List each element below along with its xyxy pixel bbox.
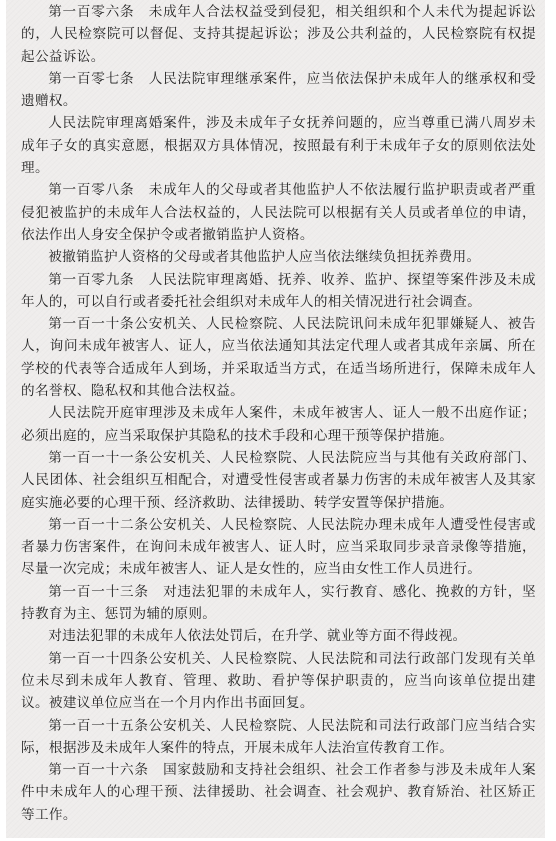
document-page: [6, 0, 545, 838]
article-107-paragraph: 第一百零七条 人民法院审理继承案件，应当依法保护未成年人的继承权和受遗赠权。: [21, 70, 536, 110]
article-114-paragraph: 第一百一十四条公安机关、人民检察院、人民法院和司法行政部门发现有关单位未尽到未成年人教育、管理、救助、看护等保护职责的，应当向该单位提出建议。被建议单位应当在一个月内作出书面回复。: [21, 650, 536, 712]
article-106-paragraph: 第一百零六条 未成年人合法权益受到侵犯，相关组织和个人未代为提起诉讼的，人民检察院可以督促、支持其提起诉讼；涉及公共利益的，人民检察院有权提起公益诉讼。: [21, 4, 536, 65]
article-108-paragraph: 第一百零八条 未成年人的父母或者其他监护人不依法履行监护职责或者严重侵犯被监护的未成年人合法权益的，人民法院可以根据有关人员或者单位的申请，依法作出人身安全保护令或者撤销监护人资格。: [21, 182, 536, 243]
article-113-nondiscrimination-paragraph: 对违法犯罪的未成年人依法处罚后，在升学、就业等方面不得歧视。: [48, 628, 467, 645]
article-110-court-paragraph: 人民法院开庭审理涉及未成年人案件，未成年被害人、证人一般不出庭作证；必须出庭的，应当采取保护其隐私的技术手段和心理干预等保护措施。: [21, 405, 536, 444]
article-111-paragraph: 第一百一十一条公安机关、人民检察院、人民法院应当与其他有关政府部门、人民团体、社会组织互相配合，对遭受性侵害或者暴力伤害的未成年被害人及其家庭实施必要的心理干预、经济救助、法律援助、转学安置等保护措施。: [21, 449, 536, 511]
article-107-divorce-paragraph: 人民法院审理离婚案件，涉及未成年子女抚养问题的，应当尊重已满八周岁未成年子女的真实意愿，根据双方具体情况，按照最有利于未成年子女的原则依法处理。: [21, 115, 536, 177]
article-116-paragraph: 第一百一十六条 国家鼓励和支持社会组织、社会工作者参与涉及未成年人案件中未成年人的心理干预、法律援助、社会调查、社会观护、教育矫治、社区矫正等工作。: [21, 762, 536, 823]
article-113-paragraph: 第一百一十三条 对违法犯罪的未成年人，实行教育、感化、挽救的方针，坚持教育为主、惩罚为辅的原则。: [21, 583, 536, 623]
article-115-paragraph: 第一百一十五条公安机关、人民检察院、人民法院和司法行政部门应当结合实际，根据涉及未成年人案件的特点，开展未成年人法治宣传教育工作。: [21, 717, 536, 756]
article-109-paragraph: 第一百零九条 人民法院审理离婚、抚养、收养、监护、探望等案件涉及未成年人的，可以自行或者委托社会组织对未成年人的相关情况进行社会调查。: [21, 271, 536, 310]
article-112-paragraph: 第一百一十二条公安机关、人民检察院、人民法院办理未成年人遭受性侵害或者暴力伤害案件，在询问未成年被害人、证人时，应当采取同步录音录像等措施，尽量一次完成；未成年被害人、证人是女性的，应当由女性工作人员进行。: [21, 516, 536, 578]
article-110-paragraph: 第一百一十条公安机关、人民检察院、人民法院讯问未成年犯罪嫌疑人、被告人，询问未成年被害人、证人，应当依法通知其法定代理人或者其成年亲属、所在学校的代表等合适成年人到场，并采取适当方式，在适当场所进行，保障未成年人的名誉权、隐私权和其他合法权益。: [21, 316, 536, 400]
article-108-support-paragraph: 被撤销监护人资格的父母或者其他监护人应当依法继续负担抚养费用。: [48, 249, 481, 266]
